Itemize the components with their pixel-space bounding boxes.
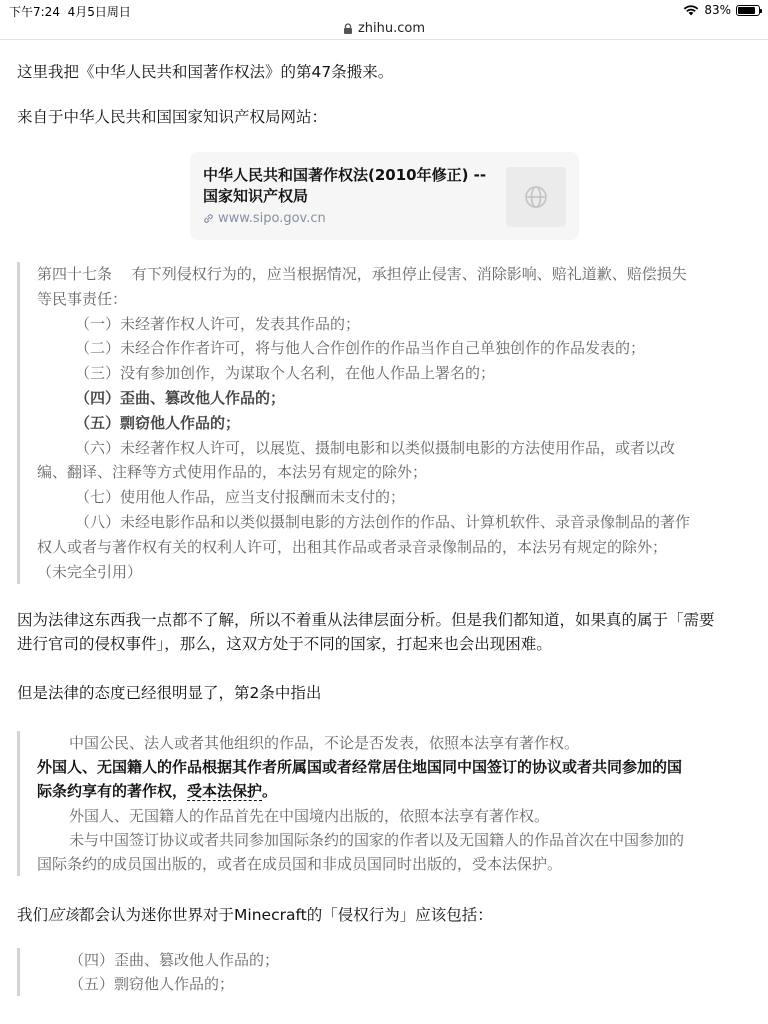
quote-item: （四）歪曲、篡改他人作品的； xyxy=(69,951,280,969)
quote-item-bold: （四）歪曲、篡改他人作品的； xyxy=(75,388,286,407)
wifi-icon xyxy=(683,4,699,16)
quote-line: 第四十七条 有下列侵权行为的，应当根据情况，承担停止侵害、消除影响、赔礼道歉、赔偿损失 xyxy=(37,265,687,283)
lock-icon xyxy=(343,23,353,34)
quote-line: 外国人、无国籍人的作品首先在中国境内出版的，依照本法享有著作权。 xyxy=(69,806,550,825)
quote-note: （未完全引用） xyxy=(37,562,143,581)
paragraph-analysis: 因为法律这东西我一点都不了解，所以不着重从法律层面分析。但是我们都知道，如果真的属于「需要 进行官司的侵权事件」，那么，这双方处于不同的国家，打起来也会出现困难。 xyxy=(17,611,715,653)
quote-line: 国际条约的成员国出版的，或者在成员国和非成员国同时出版的，受本法保护。 xyxy=(37,855,563,874)
quote-item: （一）未经著作权人许可，发表其作品的； xyxy=(75,314,361,333)
quote-item: （六）未经著作权人许可，以展览、摄制电影和以类似摄制电影的方法使用作品，或者以改 xyxy=(75,438,676,457)
paragraph-source: 来自于中华人民共和国国家知识产权局网站： xyxy=(17,108,328,126)
paragraph-intro: 这里我把《中华人民共和国著作权法》的第47条搬来。 xyxy=(17,63,394,81)
quote-item: （三）没有参加创作，为谋取个人名利，在他人作品上署名的； xyxy=(75,364,496,383)
quote-line-highlight: 外国人、无国籍人的作品根据其作者所属国或者经常居住地国同中国签订的协议或者共同参加的国 xyxy=(37,758,683,777)
battery-icon xyxy=(736,5,760,16)
status-right xyxy=(683,3,760,17)
quote-line: 未与中国签订协议或者共同参加国际条约的国家的作者以及无国籍人的作品首次在中国参加的 xyxy=(69,830,685,849)
underlined-phrase: 受本法保护 xyxy=(187,782,263,801)
blockquote-article-47 xyxy=(17,262,752,584)
link-card-title: 中华人民共和国著作权法(2010年修正) -- 国家知识产权局 xyxy=(203,166,487,205)
link-icon xyxy=(203,213,214,224)
address-domain: zhihu.com xyxy=(357,20,426,36)
link-card[interactable] xyxy=(190,152,579,240)
status-time-date: 下午7:24 4月5日周日 xyxy=(9,5,131,19)
quote-item-cont: 权人或者与著作权有关的权利人许可，出租其作品或者录音录像制品的，本法另有规定的除外； xyxy=(37,537,668,556)
quote-item: （八）未经电影作品和以类似摄制电影的方法创作的作品、计算机软件、录音录像制品的著作 xyxy=(75,512,691,531)
quote-item-cont: 编、翻译、注释等方式使用作品的，本法另有规定的除外； xyxy=(37,463,428,482)
blockquote-infringements xyxy=(17,948,752,996)
paragraph-conclusion: 我们应该都会认为迷你世界对于Minecraft的「侵权行为」应该包括： xyxy=(17,906,493,924)
blockquote-article-2 xyxy=(17,731,752,876)
quote-item: （五）剽窃他人作品的； xyxy=(69,975,235,994)
emphasis-text: 应该 xyxy=(48,906,80,924)
quote-line-highlight: 际条约享有的著作权，受本法保护。 xyxy=(37,782,278,801)
quote-line: 中国公民、法人或者其他组织的作品，不论是否发表，依照本法享有著作权。 xyxy=(69,734,580,752)
globe-icon xyxy=(506,167,566,227)
quote-item: （二）未经合作作者许可，将与他人合作创作的作品当作自己单独创作的作品发表的； xyxy=(75,339,646,358)
address-bar[interactable] xyxy=(0,17,768,40)
paragraph-article-2: 但是法律的态度已经很明显了，第2条中指出 xyxy=(17,684,322,702)
quote-line: 等民事责任： xyxy=(37,289,128,308)
battery-percent: 83% xyxy=(704,3,731,17)
quote-item-bold: （五）剽窃他人作品的； xyxy=(75,413,241,432)
link-card-url: www.sipo.gov.cn xyxy=(203,211,326,226)
quote-item: （七）使用他人作品，应当支付报酬而未支付的； xyxy=(75,488,406,507)
